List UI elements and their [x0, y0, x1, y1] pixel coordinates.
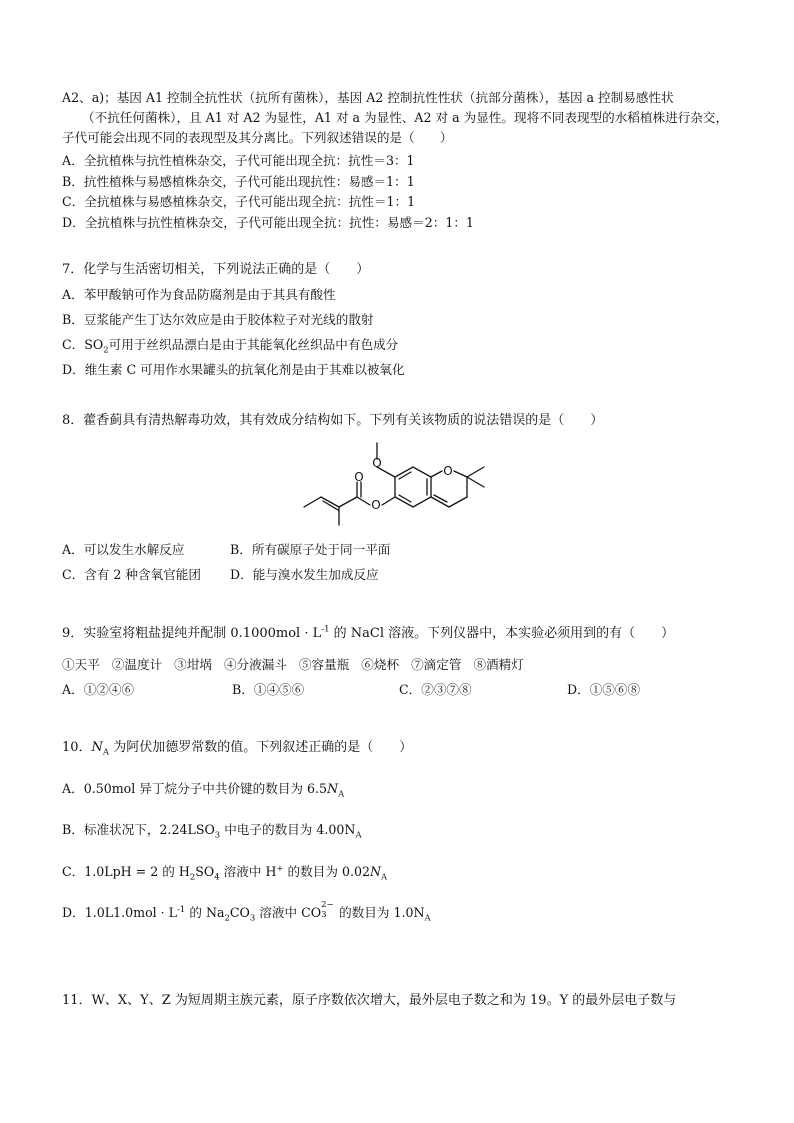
q9-item: ④分液漏斗 — [223, 657, 287, 672]
q7-option-c: C．$SO_2$可用于丝织品漂白是由于其能氧化丝织品中有色成分 — [62, 337, 399, 356]
q6-line-2: （不抗任何菌株），且 A1 对 A2 为显性，A1 对 a 为显性、A2 对 a 为显性。现将不同表现型的水稻植株进行杂交， — [82, 110, 729, 125]
structure-o-methoxy: O — [372, 456, 382, 470]
q8-option-b: B．所有碳原子处于同一平面 — [230, 542, 391, 557]
q9-option-b: B．①④⑤⑥ — [232, 682, 305, 697]
structure-o-ester: O — [371, 498, 381, 512]
q6-option-c: C．全抗植株与易感植株杂交，子代可能出现全抗：抗性＝1：1 — [62, 194, 416, 209]
q7-option-b: B．豆浆能产生丁达尔效应是由于胶体粒子对光线的散射 — [62, 312, 374, 327]
q9-stem: 9．实验室将粗盐提纯并配制 $0.1000mol \cdot L^{-1}$ 的 NaCl 溶液。下列仪器中，本实验必须用到的有（ ） — [62, 624, 675, 641]
q10-option-b: B．标准状况下，$2.24LSO_3$ 中电子的数目为 $4.00N_A$ — [62, 822, 362, 841]
q7-option-d: D．维生素 C 可用作水果罐头的抗氧化剂是由于其难以被氧化 — [62, 362, 405, 377]
q9-item: ②温度计 — [111, 657, 163, 672]
structure-o-ring: O — [443, 464, 453, 478]
chemical-structure-diagram — [296, 437, 496, 537]
q8-option-d: D．能与溴水发生加成反应 — [230, 567, 379, 582]
q6-line-3: 子代可能会出现不同的表现型及其分离比。下列叙述错误的是（ ） — [62, 130, 453, 145]
q8-options-row-1 — [62, 542, 390, 558]
q9-item: ⑧酒精灯 — [473, 657, 524, 672]
q7-option-a: A．苯甲酸钠可作为食品防腐剂是由于其具有酸性 — [62, 287, 336, 302]
structure-o-carbonyl: O — [354, 470, 364, 484]
q7-stem: 7．化学与生活密切相关，下列说法正确的是（ ） — [62, 262, 370, 277]
q10-stem: 10．$N_A$ 为阿伏加德罗常数的值。下列叙述正确的是（ ） — [62, 740, 413, 758]
q8-option-c: C．含有 2 种含氧官能团 — [62, 567, 201, 582]
q10-option-a: A．0.50mol 异丁烷分子中共价键的数目为 $6.5N_A$ — [62, 781, 345, 800]
q9-item: ①天平 — [62, 657, 100, 672]
q9-instrument-list — [62, 657, 524, 673]
q9-option-a: A．①②④⑥ — [62, 682, 135, 697]
q6-option-b: B．抗性植株与易感植株杂交，子代可能出现抗性：易感＝1：1 — [62, 174, 415, 189]
q9-item: ⑥烧杯 — [361, 657, 400, 672]
q8-options-row-2 — [62, 567, 379, 583]
q6-option-d: D．全抗植株与抗性植株杂交，子代可能出现全抗：抗性：易感＝2：1：1 — [62, 215, 474, 230]
q9-options — [62, 682, 640, 698]
q10-option-d: D．$1.0L1.0mol \cdot L^{-1}$ 的 $Na_2CO_3$ 溶液中 CO 2− 3 的数目为 $1.0N_A$ — [62, 900, 431, 924]
q9-item: ⑤容量瓶 — [298, 657, 350, 672]
q9-item: ⑦滴定管 — [411, 657, 462, 672]
q8-stem: 8．藿香蓟具有清热解毒功效，其有效成分结构如下。下列有关该物质的说法错误的是（ ） — [62, 413, 604, 428]
q9-option-c: C．②③⑦⑧ — [399, 682, 472, 697]
q6-line-1: A2、a)；基因 A1 控制全抗性状（抗所有菌株），基因 A2 控制抗性性状（抗部分菌株），基因 a 控制易感性状 — [62, 90, 674, 105]
q11-line-1: 11．W、X、Y、Z 为短周期主族元素，原子序数依次增大，最外层电子数之和为 19。Y 的最外层电子数与 — [62, 993, 677, 1008]
q6-option-a: A．全抗植株与抗性植株杂交，子代可能出现全抗：抗性＝3：1 — [62, 153, 415, 168]
q10-option-c: C．1.0LpH = 2 的 $H_2SO_4$ 溶液中 H+ 的数目为 $0.02N_A$ — [62, 863, 388, 883]
q9-option-d: D．①⑤⑥⑧ — [567, 682, 641, 697]
q9-item: ③坩埚 — [174, 657, 212, 672]
q8-option-a: A．可以发生水解反应 — [62, 542, 185, 557]
